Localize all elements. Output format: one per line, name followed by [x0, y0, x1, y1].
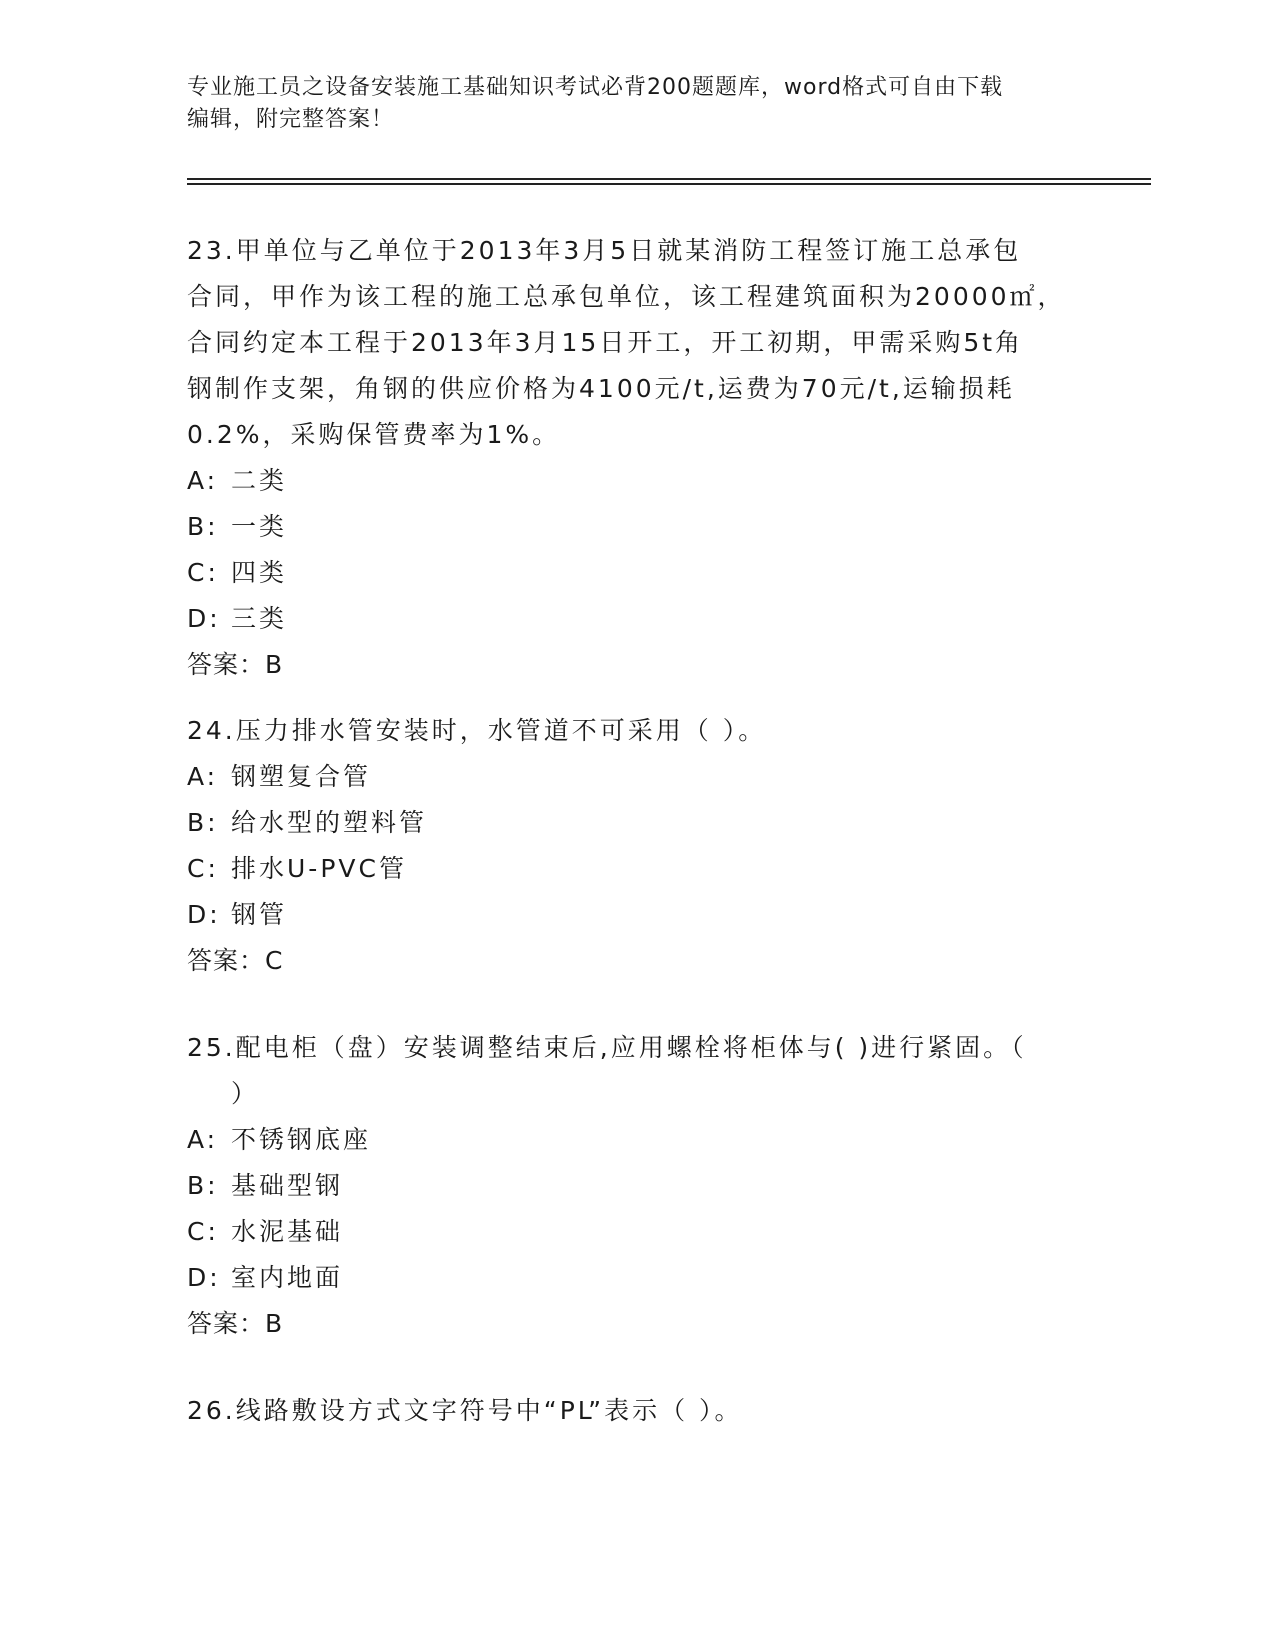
question-25: [187, 1025, 1087, 1347]
header-divider-bottom: [187, 183, 1151, 185]
question-stem-line: 26.线路敷设方式文字符号中“PL”表示（ ）。: [187, 1396, 743, 1425]
question-26: [187, 1388, 1087, 1434]
question-stem-continuation: ）: [231, 1079, 260, 1108]
question-24: [187, 708, 1087, 984]
option-letter: B:: [187, 808, 219, 837]
option-d: [187, 1255, 1087, 1301]
option-d: [187, 892, 1087, 938]
option-b: [187, 800, 1087, 846]
answer-line: 答案：C: [187, 946, 284, 975]
option-text: 室内地面: [231, 1263, 344, 1292]
option-b: [187, 504, 1087, 550]
answer-line: 答案：B: [187, 650, 284, 679]
option-b: [187, 1163, 1087, 1209]
option-text: 一类: [231, 512, 288, 541]
option-letter: D:: [187, 604, 221, 633]
option-letter: C:: [187, 1217, 219, 1246]
option-c: [187, 846, 1087, 892]
option-letter: D:: [187, 900, 221, 929]
option-text: 水泥基础: [231, 1217, 344, 1246]
option-letter: A:: [187, 466, 219, 495]
question-stem-line: 钢制作支架，角钢的供应价格为4100元/t,运费为70元/t,运输损耗: [187, 374, 1015, 403]
answer-line: 答案：B: [187, 1309, 284, 1338]
question-stem-line: 合同，甲作为该工程的施工总承包单位，该工程建筑面积为20000㎡，: [187, 282, 1066, 311]
document-header: [187, 72, 1067, 136]
option-text: 四类: [231, 558, 288, 587]
option-text: 三类: [231, 604, 288, 633]
option-letter: B:: [187, 1171, 219, 1200]
option-c: [187, 1209, 1087, 1255]
option-letter: A:: [187, 762, 219, 791]
header-divider-top: [187, 178, 1151, 180]
option-text: 不锈钢底座: [231, 1125, 372, 1154]
question-stem-line: 0.2%，采购保管费率为1%。: [187, 420, 561, 449]
option-a: [187, 458, 1087, 504]
option-a: [187, 1117, 1087, 1163]
question-stem-line: [187, 1071, 1087, 1117]
option-text: 基础型钢: [231, 1171, 344, 1200]
question-23: [187, 228, 1087, 688]
option-text: 钢管: [231, 900, 288, 929]
question-stem-line: 24.压力排水管安装时，水管道不可采用（ ）。: [187, 716, 767, 745]
option-text: 钢塑复合管: [231, 762, 372, 791]
header-line-1: 专业施工员之设备安装施工基础知识考试必背200题题库，word格式可自由下载: [187, 75, 1004, 100]
option-letter: D:: [187, 1263, 221, 1292]
header-line-2: 编辑，附完整答案！: [187, 107, 395, 132]
option-text: 排水U-PVC管: [231, 854, 407, 883]
question-stem-line: 25.配电柜（盘）安装调整结束后,应用螺栓将柜体与( )进行紧固。（: [187, 1033, 1027, 1062]
question-stem-line: 合同约定本工程于2013年3月15日开工，开工初期，甲需采购5t角: [187, 328, 1024, 357]
option-text: 给水型的塑料管: [231, 808, 428, 837]
option-letter: B:: [187, 512, 219, 541]
option-text: 二类: [231, 466, 288, 495]
option-letter: C:: [187, 854, 219, 883]
option-a: [187, 754, 1087, 800]
option-c: [187, 550, 1087, 596]
option-letter: A:: [187, 1125, 219, 1154]
option-d: [187, 596, 1087, 642]
question-stem-line: 23.甲单位与乙单位于2013年3月5日就某消防工程签订施工总承包: [187, 236, 1022, 265]
option-letter: C:: [187, 558, 219, 587]
